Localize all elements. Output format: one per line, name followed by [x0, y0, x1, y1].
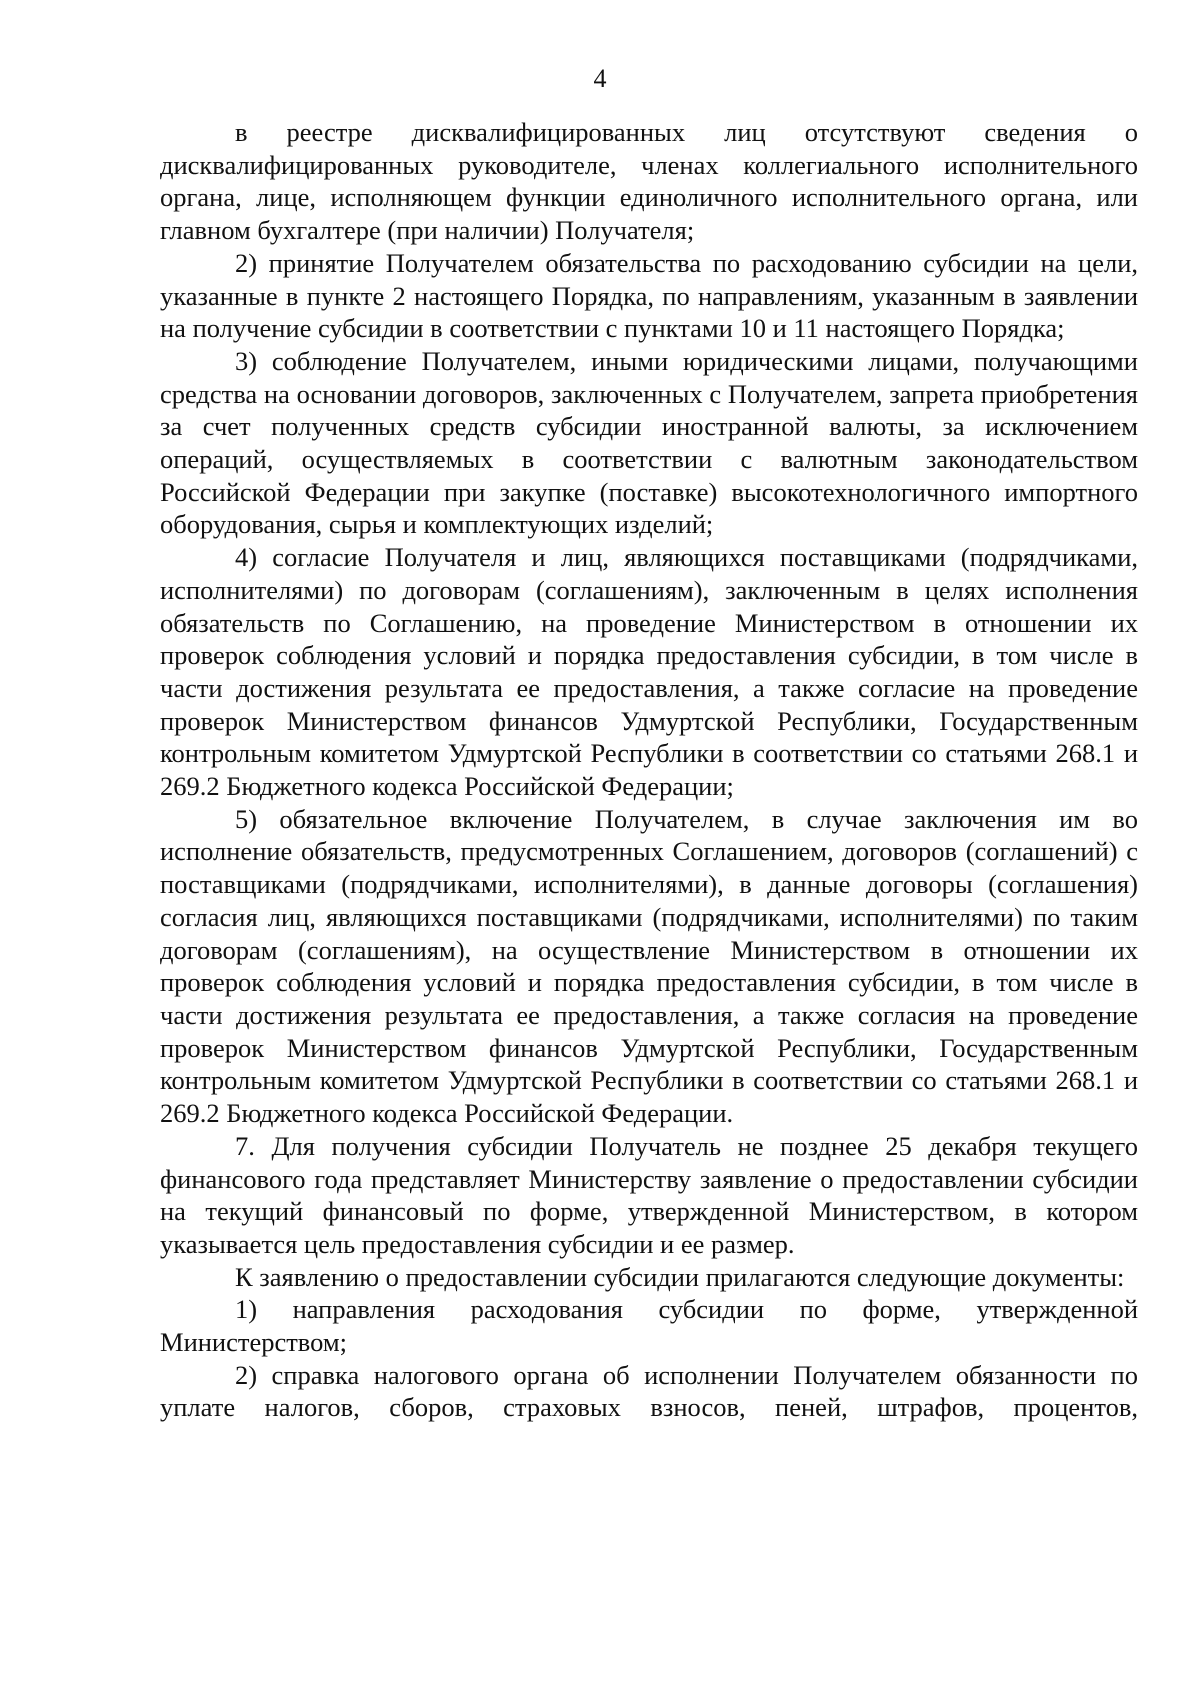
paragraph-section-7: 7. Для получения субсидии Получатель не позднее 25 декабря текущего финансового года представляет Министерству заявление о предоставлении субсидии на текущий финансовый по форме, утвержденной Министерством, в котором указывается цель предоставления субсидии и ее размер.	[160, 1130, 1138, 1259]
page-number: 4	[593, 64, 607, 93]
paragraph-item-5: 5) обязательное включение Получателем, в случае заключения им во исполнение обязательств, предусмотренных Соглашением, договоров (соглашений) с поставщиками (подрядчиками, исполнителями), в данные договоры (соглашения) согласия лиц, являющихся поставщиками (подрядчиками, исполнителями) по таким договорам (соглашениям), на осуществление Министерством в отношении их проверок соблюдения условий и порядка предоставления субсидии, в том числе в части достижения результата ее предоставления, а также согласия на проведение проверок Министерством финансов Удмуртской Республики, Государственным контрольным комитетом Удмуртской Республики в соответствии со статьями 268.1 и 269.2 Бюджетного кодекса Российской Федерации.	[160, 803, 1138, 1129]
paragraph-item-2: 2) принятие Получателем обязательства по расходованию субсидии на цели, указанные в пункте 2 настоящего Порядка, по направлениям, указанным в заявлении на получение субсидии в соответствии с пунктами 10 и 11 настоящего Порядка;	[160, 247, 1138, 344]
paragraph-attachment-2: 2) справка налогового органа об исполнении Получателем обязанности по уплате налогов, сборов, страховых взносов, пеней, штрафов, процентов,	[160, 1359, 1138, 1423]
paragraph-item-4: 4) согласие Получателя и лиц, являющихся поставщиками (подрядчиками, исполнителями) по договорам (соглашениям), заключенным в целях исполнения обязательств по Соглашению, на проведение Министерством в отношении их проверок соблюдения условий и порядка предоставления субсидии, в том числе в части достижения результата ее предоставления, а также согласие на проведение проверок Министерством финансов Удмуртской Республики, Государственным контрольным комитетом Удмуртской Республики в соответствии со статьями 268.1 и 269.2 Бюджетного кодекса Российской Федерации;	[160, 542, 1138, 802]
paragraph-disqualified-persons: в реестре дисквалифицированных лиц отсутствуют сведения о дисквалифицированных руководителе, членах коллегиального исполнительного органа, лице, исполняющем функции единоличного исполнительного органа, или главном бухгалтере (при наличии) Получателя;	[160, 117, 1138, 246]
paragraph-attachment-1: 1) направления расходования субсидии по форме, утвержденной Министерством;	[160, 1294, 1138, 1358]
paragraph-item-3: 3) соблюдение Получателем, иными юридическими лицами, получающими средства на основании договоров, заключенных с Получателем, запрета приобретения за счет полученных средств субсидии иностранной валюты, за исключением операций, осуществляемых в соответствии с валютным законодательством Российской Федерации при закупке (поставке) высокотехнологичного импортного оборудования, сырья и комплектующих изделий;	[160, 345, 1138, 540]
document-body	[160, 116, 1138, 1424]
paragraph-attachments-intro: К заявлению о предоставлении субсидии прилагаются следующие документы:	[235, 1261, 1125, 1292]
